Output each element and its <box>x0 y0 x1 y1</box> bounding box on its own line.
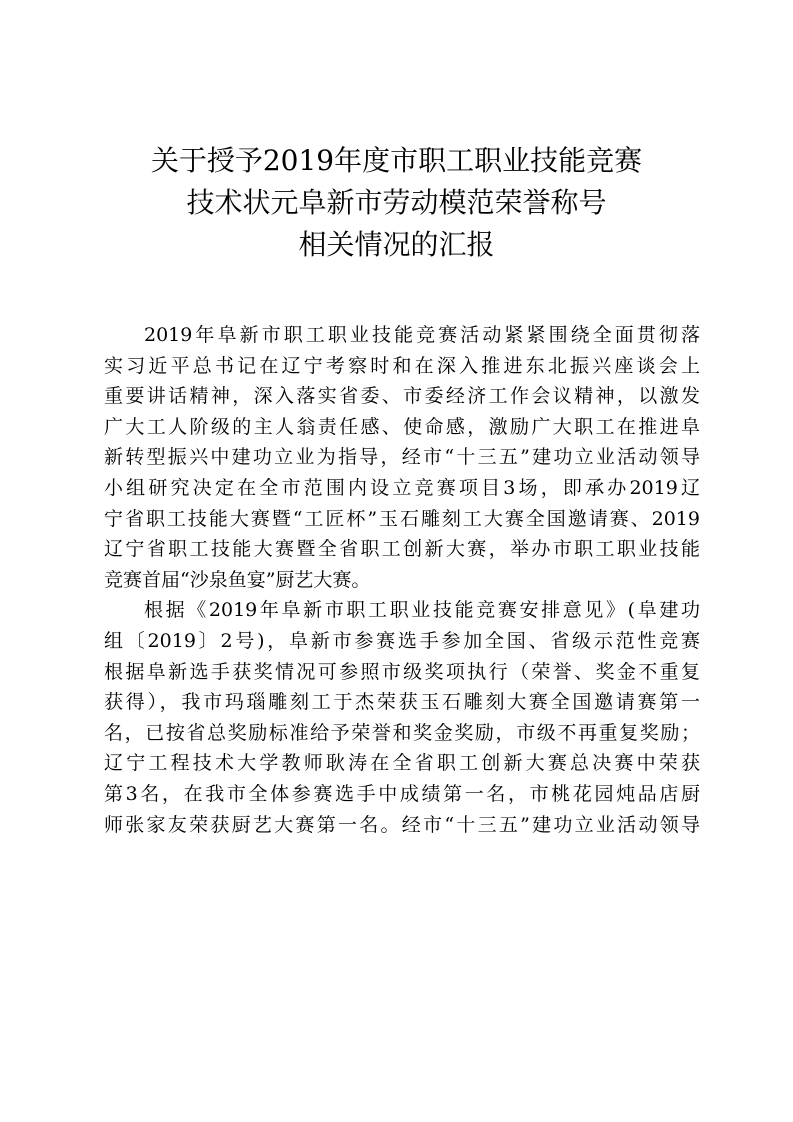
paragraph-1-line-2: 实习近平总书记在辽宁考察时和在深入推进东北振兴座谈会上 <box>104 354 700 377</box>
paragraph-1-line-4: 广大工人阶级的主人翁责任感、使命感，激励广大职工在推进阜 <box>104 415 700 438</box>
paragraph-2-line-7: 第3名，在我市全体参赛选手中成绩第一名，市桃花园炖品店厨 <box>104 782 700 805</box>
paragraph-2-line-2: 组〔2019〕2号)，阜新市参赛选手参加全国、省级示范性竞赛 <box>104 629 700 652</box>
paragraph-2-line-4: 获得），我市玛瑙雕刻工于杰荣获玉石雕刻大赛全国邀请赛第一 <box>104 691 700 714</box>
title-line-3: 相关情况的汇报 <box>298 228 495 261</box>
paragraph-1-line-9: 竞赛首届“沙泉鱼宴”厨艺大赛。 <box>104 568 371 591</box>
document-body <box>104 320 700 840</box>
paragraph-2-line-3: 根据阜新选手获奖情况可参照市级奖项执行（荣誉、奖金不重复 <box>104 660 700 683</box>
paragraph-1-line-7: 宁省职工技能大赛暨“工匠杯”玉石雕刻工大赛全国邀请赛、2019 <box>104 507 700 530</box>
paragraph-1-line-8: 辽宁省职工技能大赛暨全省职工创新大赛，举办市职工职业技能 <box>104 538 700 561</box>
paragraph-1-line-3: 重要讲话精神，深入落实省委、市委经济工作会议精神，以激发 <box>104 385 700 408</box>
paragraph-1-line-1: 2019年阜新市职工职业技能竞赛活动紧紧围绕全面贯彻落 <box>144 324 700 346</box>
paragraph-1-line-5: 新转型振兴中建功立业为指导，经市“十三五”建功立业活动领导 <box>104 446 700 469</box>
paragraph-1-line-6: 小组研究决定在全市范围内设立竞赛项目3场，即承办2019辽 <box>104 476 700 499</box>
paragraph-2-line-5: 名，已按省总奖励标准给予荣誉和奖金奖励，市级不再重复奖励； <box>104 721 700 744</box>
paragraph-2-line-6: 辽宁工程技术大学教师耿涛在全省职工创新大赛总决赛中荣获 <box>104 752 700 775</box>
title-line-1: 关于授予2019年度市职工职业技能竞赛 <box>150 144 643 177</box>
document-title <box>0 140 793 266</box>
paragraph-2-line-8: 师张家友荣获厨艺大赛第一名。经市“十三五”建功立业活动领导 <box>104 813 700 836</box>
paragraph-2-line-1: 根据《2019年阜新市职工职业技能竞赛安排意见》(阜建功 <box>144 599 700 622</box>
title-line-2: 技术状元阜新市劳动模范荣誉称号 <box>186 186 607 219</box>
